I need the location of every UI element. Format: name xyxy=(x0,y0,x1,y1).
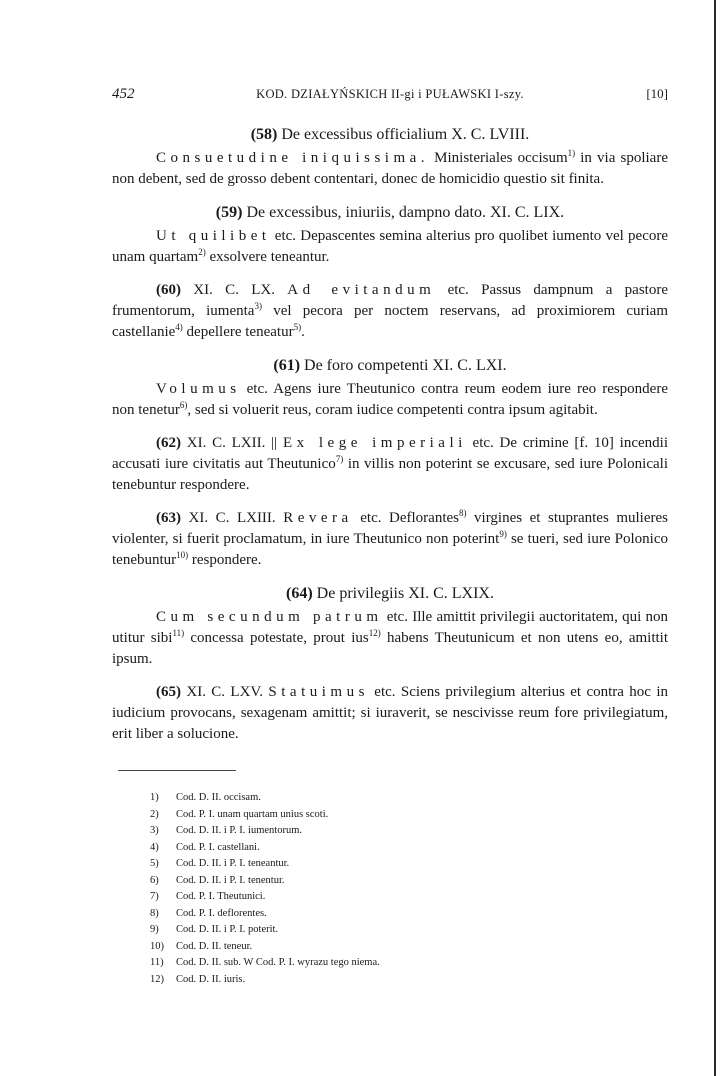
article-incipit: Ad evitandum xyxy=(287,282,436,298)
footnote-mark: 3) xyxy=(150,825,159,836)
article-heading-text: De foro competenti XI. C. LXI. xyxy=(300,357,507,374)
footnote-text: Cod. P. I. castellani. xyxy=(176,841,260,853)
footnote-text: Cod. D. II. i P. I. iumentorum. xyxy=(176,825,302,836)
footnote xyxy=(150,922,550,939)
article-lead-text: XI. C. LX. xyxy=(181,282,288,298)
running-title: KOD. DZIAŁYŃSKICH II-gi i PUŁAWSKI I-szy. xyxy=(256,87,524,101)
article-paragraph xyxy=(112,508,668,571)
article-heading-text: De excessibus officialium X. C. LVIII. xyxy=(277,126,530,143)
article-incipit: Revera xyxy=(283,510,353,526)
footnote-reference: 12) xyxy=(368,628,381,638)
article-incipit: Ex lege imperiali xyxy=(282,435,467,451)
text-segment: concessa potestate, prout ius xyxy=(184,630,369,646)
article-heading xyxy=(112,355,668,376)
text-segment: vel pecora per noctem reservans, ad proximiorem curiam castellanie xyxy=(112,303,669,340)
text-segment: , sed si voluerit reus, coram iudice competenti contra ipsum agitabit. xyxy=(187,402,598,418)
footnote-mark: 7) xyxy=(150,891,159,902)
footnote-text: Cod. D. II. i P. I. poterit. xyxy=(176,924,279,935)
section-marker: [10] xyxy=(646,86,668,101)
article-lead-text: XI. C. LXIII. xyxy=(181,510,284,526)
article-number: (64) xyxy=(286,585,313,602)
article-paragraph xyxy=(112,607,668,670)
footnote xyxy=(150,790,550,807)
footnote-reference: 3) xyxy=(254,301,262,311)
article-incipit: Consuetudine iniquissima. xyxy=(156,150,430,166)
text-segment: Ministeriales occisum xyxy=(429,150,568,166)
text-segment: exsolvere teneantur. xyxy=(205,249,330,265)
footnote xyxy=(150,906,550,923)
footnote-text: Cod. P. I. deflorentes. xyxy=(176,907,267,919)
footnote-mark: 11) xyxy=(150,957,164,968)
footnote-reference: 8) xyxy=(458,508,467,518)
article-number: (63) xyxy=(156,510,181,526)
article-number: (60) xyxy=(156,282,181,298)
article-lead-text: XI. C. LXV. xyxy=(181,684,269,700)
footnote-text: Cod. D. II. teneur. xyxy=(176,940,253,952)
article-incipit: Statuimus xyxy=(268,684,369,700)
article-number: (59) xyxy=(215,204,243,221)
footnote-mark: 1) xyxy=(150,792,159,803)
article-number: (62) xyxy=(156,435,181,451)
article-heading xyxy=(112,202,668,223)
text-segment: etc. De crimine [f. 10] incendii accusati iure civitatis aut Theutunico xyxy=(112,435,669,472)
article-number: (65) xyxy=(156,684,181,700)
footnote xyxy=(150,807,550,824)
footnote-divider xyxy=(118,770,236,771)
main-text xyxy=(112,118,668,757)
footnote-mark: 6) xyxy=(150,874,159,886)
footnote-reference: 6) xyxy=(179,400,188,410)
footnote-mark: 8) xyxy=(150,907,159,919)
text-segment: . xyxy=(301,324,305,340)
article-heading-text: De privilegiis XI. C. LXIX. xyxy=(312,585,494,602)
article-lead-text: XI. C. LXII. || xyxy=(181,435,283,451)
footnote-reference: 7) xyxy=(335,454,344,464)
footnote xyxy=(150,972,550,989)
running-header xyxy=(112,82,668,104)
footnote-reference: 10) xyxy=(176,550,189,560)
footnote xyxy=(150,889,550,906)
article-paragraph xyxy=(112,280,668,343)
footnote-mark: 9) xyxy=(150,924,159,935)
page-number: 452 xyxy=(112,86,135,102)
footnote-reference: 2) xyxy=(198,247,206,257)
article-incipit: Cum secundum patrum xyxy=(156,609,383,625)
footnote-text: Cod. D. II. i P. I. teneantur. xyxy=(176,858,290,869)
footnote xyxy=(150,873,550,890)
text-segment: se tueri, sed iure Polonico tenebuntur xyxy=(112,531,668,568)
footnote-reference: 9) xyxy=(499,529,507,539)
text-segment: etc. Agens iure Theutunico contra reum eodem iure reo respondere non tenetur xyxy=(112,381,668,418)
text-segment: virgines et stuprantes mulieres violenter, si fuerit proclamatum, in iure Theutunico non poterint xyxy=(112,510,668,547)
footnote-reference: 4) xyxy=(175,322,183,332)
article-paragraph xyxy=(112,226,668,268)
footnote-mark: 4) xyxy=(150,841,159,853)
article-paragraph xyxy=(112,433,668,496)
article-incipit: Volumus xyxy=(156,381,241,397)
article-paragraph xyxy=(112,148,668,190)
footnote-mark: 2) xyxy=(150,808,159,820)
article-paragraph xyxy=(112,682,668,745)
text-segment: depellere teneatur xyxy=(182,324,294,340)
text-segment: etc. Deflorantes xyxy=(352,510,459,526)
article-incipit: Ut quilibet xyxy=(156,228,271,244)
footnote xyxy=(150,840,550,857)
text-segment: respondere. xyxy=(188,552,262,568)
footnote xyxy=(150,823,550,840)
article-heading-text: De excessibus, iniuriis, dampno dato. XI. C. LIX. xyxy=(242,204,565,221)
footnote-reference: 5) xyxy=(293,322,302,332)
footnote-text: Cod. D. II. sub. W Cod. P. I. wyrazu tego niema. xyxy=(176,957,380,968)
article-heading xyxy=(112,583,668,604)
article-paragraph xyxy=(112,379,668,421)
article-number: (58) xyxy=(250,126,278,143)
footnote-text: Cod. P. I. Theutunici. xyxy=(176,891,266,902)
footnote-mark: 5) xyxy=(150,858,159,869)
footnote xyxy=(150,955,550,972)
article-number: (61) xyxy=(273,357,301,374)
footnote-text: Cod. P. I. unam quartam unius scoti. xyxy=(176,808,329,820)
footnote-mark: 10) xyxy=(150,940,164,952)
text-segment: etc. Depascentes semina alterius pro quolibet iumento vel pecore unam quartam xyxy=(112,228,669,265)
text-segment: habens Theutunicum et non utens eo, amittit ipsum. xyxy=(112,630,668,667)
text-segment: etc. Ille amittit privilegii auctoritatem, qui non utitur sibi xyxy=(112,609,668,646)
footnote-text: Cod. D. II. i P. I. tenentur. xyxy=(176,874,285,886)
footnote-text: Cod. D. II. iuris. xyxy=(176,973,246,985)
footnote xyxy=(150,856,550,873)
text-segment: etc. Sciens privilegium alterius et contra hoc in iudicium provocans, sexagenam amittit; si iuraverit, se nescivisse reum fore privilegiatum, erit liber a solucione. xyxy=(112,684,668,742)
footnotes xyxy=(150,790,550,988)
text-segment: etc. Passus dampnum a pastore frumentorum, iumenta xyxy=(112,282,668,319)
footnote xyxy=(150,939,550,956)
article-heading xyxy=(112,124,668,145)
footnote-text: Cod. D. II. occisam. xyxy=(176,792,261,803)
footnote-reference: 11) xyxy=(172,628,185,638)
page-edge-rule xyxy=(714,0,716,1076)
footnote-reference: 1) xyxy=(567,148,576,158)
text-segment: in villis non poterint se excusare, sed iure Polonicali tenebuntur respondere. xyxy=(112,456,669,493)
text-segment: in via spoliare non debent, sed de grosso debent contentari, donec de homicidio questio sit finita. xyxy=(112,150,668,187)
footnote-mark: 12) xyxy=(150,973,164,985)
